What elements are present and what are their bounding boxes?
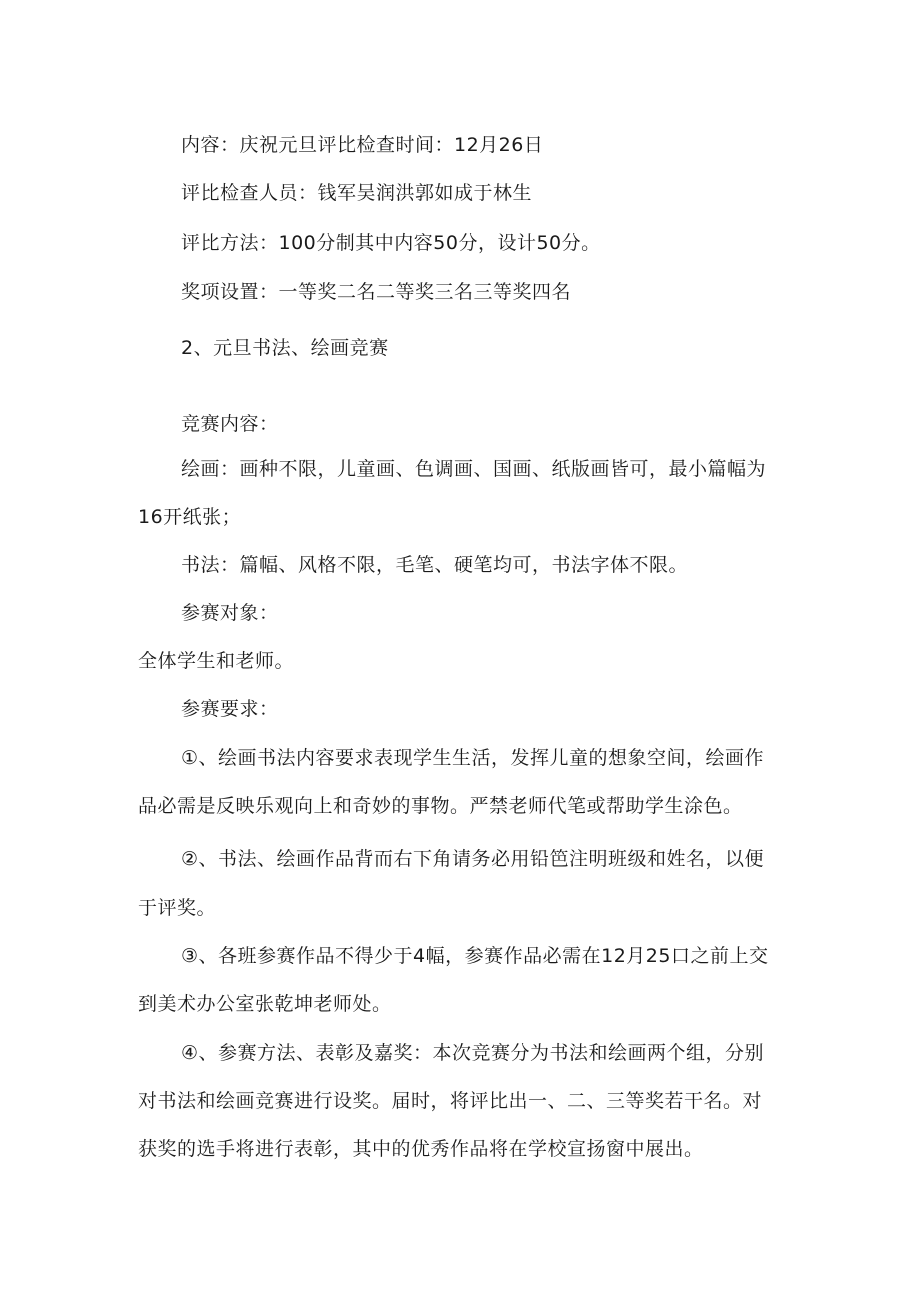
text-line-requirement-4-end: 获奖的选手将进行表彰，其中的优秀作品将在学校宣扬窗中展出。 — [138, 1138, 704, 1160]
text-line-calligraphy-rules: 书法：篇幅、风格不限，毛笔、硬笔均可，书法字体不限。 — [181, 554, 689, 576]
section-heading-competition: 2、元旦书法、绘画竞赛 — [181, 337, 389, 359]
text-line-requirement-2-cont: 于评奖。 — [138, 897, 217, 919]
text-line-painting-rules: 绘画：画种不限，儿童画、色调画、国画、纸版画皆可，最小篇幅为 — [181, 458, 767, 480]
text-line-participants-label: 参赛对象： — [181, 602, 279, 624]
text-line-scoring-method: 评比方法：100分制其中内容50分，设计50分。 — [181, 232, 601, 254]
text-line-painting-rules-cont: 16开纸张； — [138, 506, 242, 528]
text-line-requirement-3-cont: 到美术办公室张乾坤老师处。 — [138, 993, 392, 1015]
text-line-participants: 全体学生和老师。 — [138, 650, 295, 672]
text-line-requirement-4-cont: 对书法和绘画竞赛进行设奖。届时，将评比出一、二、三等奖若干名。对 — [138, 1090, 763, 1112]
text-line-requirement-4: ④、参赛方法、表彰及嘉奖：本次竞赛分为书法和绘画两个组，分别 — [181, 1042, 765, 1064]
text-line-requirement-2: ②、书法、绘画作品背而右下角请务必用铅笆注明班级和姓名，以便 — [181, 848, 765, 870]
text-line-requirement-1-cont: 品必需是反映乐观向上和奇妙的事物。严禁老师代笔或帮助学生涂色。 — [138, 795, 743, 817]
text-line-inspection-content: 内容：庆祝元旦评比检查时间：12月26日 — [181, 134, 544, 156]
text-line-requirement-1: ①、绘画书法内容要求表现学生生活，发挥儿童的想象空间，绘画作 — [181, 747, 765, 769]
text-line-awards: 奖项设置：一等奖二名二等奖三名三等奖四名 — [181, 281, 572, 303]
text-line-inspectors: 评比检查人员：钱军吴润洪郭如成于林生 — [181, 182, 533, 204]
text-line-competition-content-label: 竞赛内容： — [181, 413, 279, 435]
text-line-requirement-3: ③、各班参赛作品不得少于4幅，参赛作品必需在12月25口之前上交 — [181, 945, 769, 967]
text-line-requirements-label: 参赛要求： — [181, 698, 279, 720]
